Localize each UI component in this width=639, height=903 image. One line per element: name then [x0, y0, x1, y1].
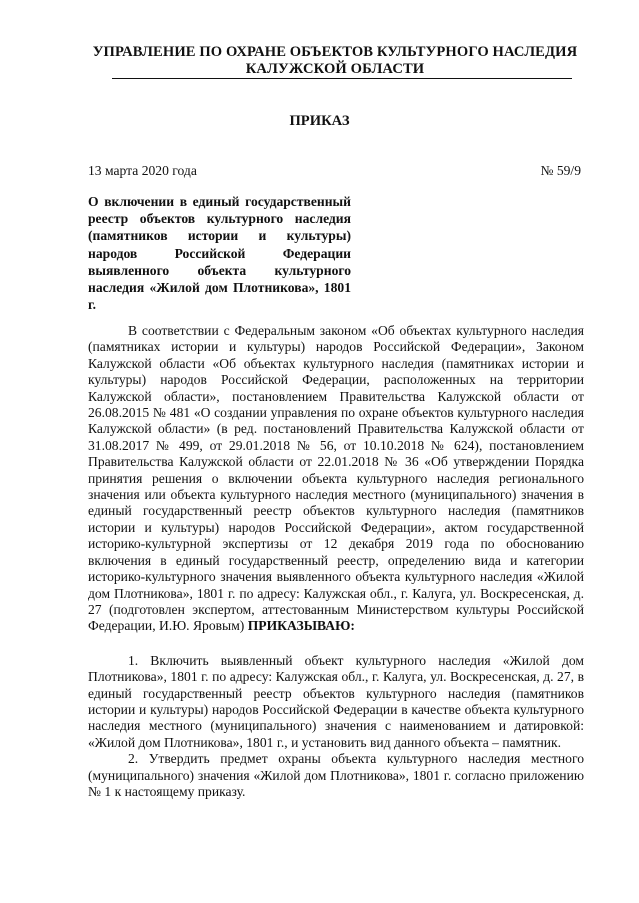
document-date: 13 марта 2020 года: [88, 163, 197, 178]
preamble-text: В соответствии с Федеральным законом «Об объектах культурного наследия (памятниках истории и культуры) народов Российской Федерации», Законом Калужской области «Об объектах культурного наследия (памятниках истории и культуры) народов Российской Федерации, расположенных на территории Калужской области», постановлением Правительства Калужской области от 26.08.2015 № 481 «О создании управления по охране объектов культурного наследия Калужской области» (в ред. постановлений Правительства Калужской области от 31.08.2017 № 499, от 29.01.2018 № 56, от 10.10.2018 № 624), постановлением Правительства Калужской области от 22.01.2018 № 36 «Об утверждении Порядка принятия решения о включении объекта культурного наследия регионального значения или объекта культурного наследия местного (муниципального) значения в единый государственный реестр объектов культурного наследия (памятников истории и культуры) народов Российской Федерации», актом государственной историко-культурной экспертизы от 12 декабря 2019 года по обоснованию включения в единый государственный реестр, определению вида и категории историко-культурного значения выявленного объекта культурного наследия «Жилой дом Плотникова», 1801 г. по адресу: Калужская обл., г. Калуга, ул. Воскресенская, д. 27 (подготовлен экспертом, аттестованным Министерством культуры Российской Федерации, И.Ю. Яровым): [88, 323, 584, 634]
document-subject: О включении в единый государственный реестр объектов культурного наследия (памятников истории и культуры) народов Российской Федерации выявленного объекта культурного наследия «Жилой дом Плотникова», 1801 г.: [88, 194, 351, 313]
preamble-paragraph: [88, 323, 584, 635]
order-word: ПРИКАЗЫВАЮ:: [247, 618, 355, 634]
organization-header: [60, 44, 610, 78]
order-item-1: 1. Включить выявленный объект культурного наследия «Жилой дом Плотникова», 1801 г. по адресу: Калужская обл., г. Калуга, ул. Воскресенская, д. 27, в единый государственный реестр объектов культурного наследия (памятников истории и культуры) народов Российской Федерации в качестве объекта культурного наследия местного (муниципального) значения с наименованием и датировкой: «Жилой дом Плотникова», 1801 г., и установить вид данного объекта – памятник.: [88, 652, 584, 750]
order-item-2: 2. Утвердить предмет охраны объекта культурного наследия местного (муниципального) значения «Жилой дом Плотникова», 1801 г. согласно приложению № 1 к настоящему приказу.: [88, 751, 584, 799]
organization-name-line1: УПРАВЛЕНИЕ ПО ОХРАНЕ ОБЪЕКТОВ КУЛЬТУРНОГО НАСЛЕДИЯ: [92, 44, 578, 60]
document-number: № 59/9: [540, 163, 581, 178]
document-title: ПРИКАЗ: [289, 113, 350, 129]
document-body: [88, 323, 584, 800]
header-underline: [112, 78, 572, 79]
organization-name-line2: КАЛУЖСКОЙ ОБЛАСТИ: [245, 61, 425, 77]
